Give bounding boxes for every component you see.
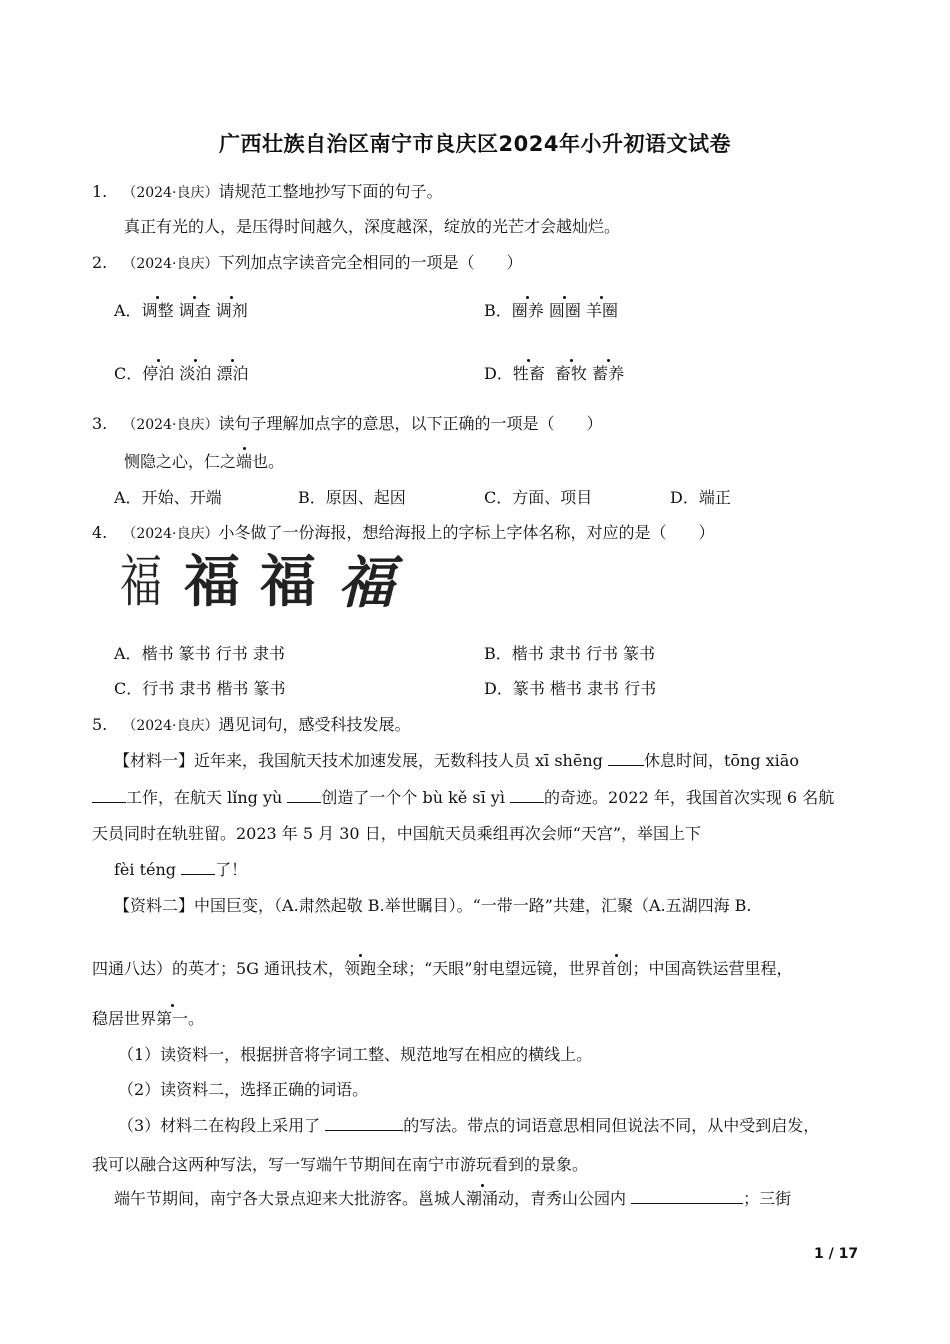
q3-sentence (124, 451, 284, 473)
word: 漂泊 (216, 364, 249, 383)
answer-blank[interactable] (287, 788, 321, 803)
material-1-line-1 (114, 750, 799, 772)
option-b[interactable] (484, 643, 655, 665)
option-label: A． (114, 488, 142, 507)
text: 中国巨变，（A.肃然起敬 B.举世瞩目）。“一带一路”共建，汇聚（A.五湖四海 B. (194, 896, 752, 915)
material-2-line-1 (114, 895, 752, 917)
question-prompt: 遇见词句，感受科技发展。 (218, 715, 411, 734)
option-label: C． (114, 364, 143, 383)
word: 调剂 (215, 301, 248, 320)
question-4 (92, 522, 714, 545)
option-text: 篆书 楷书 隶书 行书 (512, 679, 657, 698)
text: （3）材料二在构段上采用了 (118, 1116, 326, 1135)
option-label: A． (114, 301, 142, 320)
question-number: 5. (92, 715, 108, 734)
text: 了！ (215, 860, 248, 879)
question-source: （2024·良庆） (122, 185, 219, 201)
material-2-line-3 (92, 1008, 204, 1030)
fu-glyph-running: 福 (338, 550, 394, 616)
option-text: 楷书 篆书 行书 隶书 (141, 644, 285, 663)
question-5 (92, 714, 410, 737)
answer-blank[interactable] (325, 1116, 403, 1131)
material-2-line-2 (92, 958, 792, 980)
fu-glyph-clerical: 福 (260, 550, 316, 615)
question-prompt: 请规范工整地抄写下面的句子。 (218, 182, 443, 201)
text: ；三街 (743, 1189, 792, 1208)
page-title: 广西壮族自治区南宁市良庆区2024年小升初语文试卷 (219, 132, 731, 156)
option-b[interactable] (484, 300, 618, 322)
text: 近年来，我国航天技术加速发展，无数科技人员 xī shēng (194, 751, 608, 770)
question-3 (92, 413, 602, 436)
question-prompt: 读句子理解加点字的意思，以下正确的一项是（ ） (218, 414, 603, 433)
option-c[interactable] (114, 678, 286, 700)
word: 畜牧 (555, 364, 588, 383)
fu-glyph-regular: 福 (184, 552, 240, 614)
text: 创造了一个个 bù kě sī yì (321, 788, 511, 807)
question-prompt: 小冬做了一份海报，想给海报上的字标上字体名称，对应的是（ ） (218, 523, 715, 542)
text: ，青秀山公园内 (514, 1189, 632, 1208)
answer-blank[interactable] (631, 1189, 743, 1204)
question-number: 2. (92, 253, 108, 272)
writing-line (114, 1188, 791, 1210)
material-label: 【资料二】 (114, 896, 195, 915)
word: 调查 (178, 301, 211, 320)
option-b[interactable] (298, 487, 406, 509)
text: 工作，在航天 lǐng yù (126, 788, 288, 807)
sentence-text: 也。 (252, 452, 285, 471)
option-label: B． (484, 644, 512, 663)
option-d[interactable] (670, 487, 731, 509)
question-source: （2024·良庆） (122, 718, 219, 734)
page-number: 1 / 17 (814, 1246, 859, 1262)
text: 稳居世界 (92, 1009, 157, 1028)
option-label: B． (298, 488, 326, 507)
dotted-word: 领跑 (344, 959, 377, 978)
option-a[interactable] (114, 487, 222, 509)
option-label: C． (114, 679, 143, 698)
word: 圈养 (511, 301, 544, 320)
question-prompt: 下列加点字读音完全相同的一项是（ ） (218, 253, 523, 272)
text: 。 (188, 1009, 205, 1028)
word: 羊圈 (585, 301, 618, 320)
material-label: 【材料一】 (114, 751, 195, 770)
text: fèi téng (114, 860, 182, 879)
option-text: 方面、项目 (512, 488, 593, 507)
option-a[interactable] (114, 300, 248, 322)
word: 淡泊 (179, 364, 212, 383)
word: 蓄养 (592, 364, 625, 383)
dotted-word: 首创 (600, 959, 633, 978)
answer-blank[interactable] (181, 860, 215, 875)
text: 的写法。带点的词语意思相同但说法不同，从中受到启发， (403, 1116, 820, 1135)
option-label: C． (484, 488, 513, 507)
option-text: 原因、起因 (325, 488, 406, 507)
option-label: D． (484, 679, 513, 698)
text: 端午节期间，南宁各大景点迎来大批游客。邕城 (114, 1189, 451, 1208)
word: 圆圈 (548, 301, 581, 320)
question-number: 4. (92, 523, 108, 542)
fu-glyph-seal: 福 (120, 550, 162, 615)
option-text: 行书 隶书 楷书 篆书 (142, 679, 286, 698)
answer-blank[interactable] (510, 788, 544, 803)
option-label: D． (670, 488, 699, 507)
option-label: B． (484, 301, 512, 320)
option-c[interactable] (114, 363, 248, 385)
option-c[interactable] (484, 487, 592, 509)
word: 停泊 (142, 364, 175, 383)
question-2 (92, 252, 522, 275)
option-d[interactable] (484, 678, 656, 700)
dotted-word: 第一 (156, 1009, 189, 1028)
question-source: （2024·良庆） (122, 417, 219, 433)
dotted-char: 端 (236, 452, 253, 471)
text: 四通八达）的英才；5G 通讯技术， (92, 959, 345, 978)
word: 调整 (141, 301, 174, 320)
question-number: 1. (92, 182, 108, 201)
copy-sentence: 真正有光的人，是压得时间越久，深度越深，绽放的光芒才会越灿烂。 (124, 217, 621, 236)
text: ；中国高铁运营里程， (632, 959, 793, 978)
material-1-line-3: 天员同时在轨驻留。2023 年 5 月 30 日，中国航天员乘组再次会师“天宫”，举国上下 (92, 824, 702, 843)
question-source: （2024·良庆） (122, 526, 219, 542)
question-source: （2024·良庆） (122, 256, 219, 272)
material-1-line-4 (114, 859, 247, 881)
option-text: 楷书 隶书 行书 篆书 (511, 644, 656, 663)
option-label: A． (114, 644, 142, 663)
sub-question-1: （1）读资料一，根据拼音将字词工整、规范地写在相应的横线上。 (118, 1045, 593, 1064)
text: 的奇迹。2022 年，我国首次实现 6 名航 (544, 788, 835, 807)
option-label: D． (484, 364, 513, 383)
question-1 (92, 181, 442, 204)
sub-question-3-line-2: 我可以融合这两种写法，写一写端午节期间在南宁市游玩看到的景象。 (92, 1155, 589, 1174)
text: 全球；“天眼”射电望远镜，世界 (376, 959, 601, 978)
option-text: 端正 (698, 488, 731, 507)
sub-question-3 (118, 1115, 819, 1137)
answer-blank[interactable] (92, 788, 126, 803)
material-1-line-2 (92, 787, 834, 809)
sentence-text: 恻隐之心，仁之 (124, 452, 237, 471)
dotted-word: 人潮涌动 (450, 1189, 515, 1208)
option-text: 开始、开端 (141, 488, 222, 507)
sub-question-2: （2）读资料二，选择正确的词语。 (118, 1080, 369, 1099)
question-number: 3. (92, 414, 108, 433)
option-a[interactable] (114, 643, 285, 665)
fu-calligraphy-image (120, 548, 405, 618)
word: 牲畜 (512, 364, 545, 383)
option-d[interactable] (484, 363, 624, 385)
text: 休息时间，tōng xiāo (643, 751, 799, 770)
answer-blank[interactable] (608, 751, 644, 766)
